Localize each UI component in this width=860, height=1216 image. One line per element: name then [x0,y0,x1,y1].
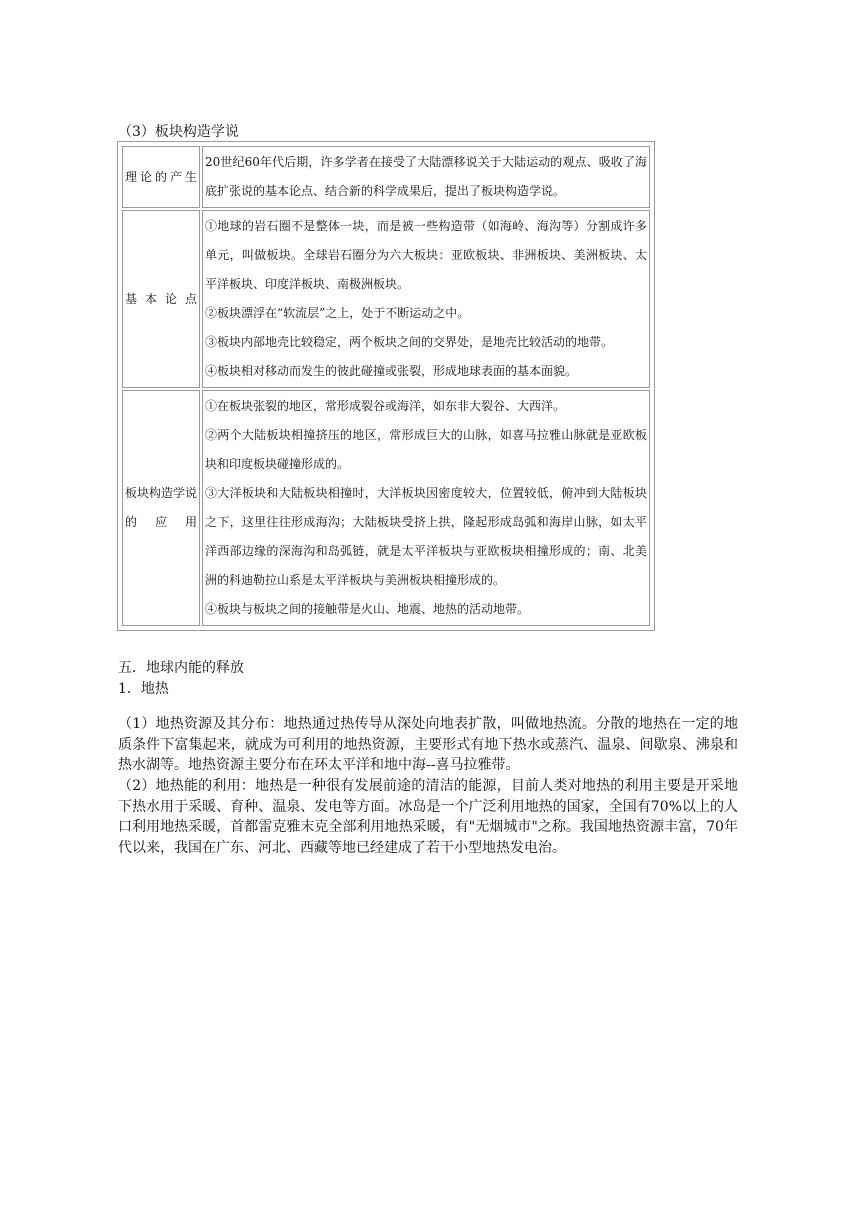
content-paragraph: ①地球的岩石圈不是整体一块，而是被一些构造带（如海岭、海沟等）分割成许多单元，叫做板块。全球岩石圈分为六大板块：亚欧板块、非洲板块、美洲板块、太平洋板块、印度洋板块、南极洲板块。 [205,219,647,291]
section-title: 五．地球内能的释放 [118,660,244,676]
content-paragraph: ①在板块张裂的地区，常形成裂谷或海洋，如东非大裂谷、大西洋。 [205,399,566,413]
plate-tectonics-table [120,144,652,628]
row-content-origin [202,146,650,208]
row-content-application [202,390,650,626]
content-paragraph: ②两个大陆板块相撞挤压的地区，常形成巨大的山脉，如喜马拉雅山脉就是亚欧板块和印度板块碰撞形成的。 [205,428,647,471]
row-content-basic-points [202,210,650,388]
content-paragraph: ②板块漂浮在“软流层”之上，处于不断运动之中。 [205,306,470,320]
content-paragraph: ③板块内部地壳比较稳定，两个板块之间的交界处，是地壳比较活动的地带。 [205,335,614,349]
content-paragraph: 20世纪60年代后期，许多学者在接受了大陆漂移说关于大陆运动的观点、吸收了海底扩张说的基本论点、结合新的科学成果后，提出了板块构造学说。 [205,155,647,198]
row-label-basic-points: 基本论点 [122,210,200,388]
section-subheading: （3）板块构造学说 [118,124,239,140]
content-paragraph: ④板块相对移动而发生的彼此碰撞或张裂，形成地球表面的基本面貌。 [205,364,578,378]
body-paragraph-distribution: （1）地热资源及其分布：地热通过热传导从深处向地表扩散，叫做地热流。分散的地热在一定的地质条件下富集起来，就成为可利用的地热资源，主要形式有地下热水或蒸汽、温泉、间歇泉、沸泉和热水湖等。地热资源主要分布在环太平洋和地中海--喜马拉雅带。 [118,716,738,773]
content-paragraph: ④板块与板块之间的接触带是火山、地震、地热的活动地带。 [205,602,530,616]
row-label-origin: 理论的产生 [122,146,200,208]
row-label-application: 板块构造学说的应用 [122,390,200,626]
table-row-origin [122,146,650,208]
table-row-application [122,390,650,626]
body-paragraph-utilization: （2）地热能的利用：地热是一种很有发展前途的清洁的能源，目前人类对地热的利用主要是开采地下热水用于采暖、育种、温泉、发电等方面。冰岛是一个广泛利用地热的国家，全国有70%以上的人口利用地热采暖，首都雷克雅末克全部利用地热采暖，有"无烟城市"之称。我国地热资源丰富，70年代以来，我国在广东、河北、西藏等地已经建成了若干小型地热发电治。 [118,778,738,856]
content-paragraph: ③大洋板块和大陆板块相撞时，大洋板块因密度较大，位置较低，俯冲到大陆板块之下，这里往往形成海沟；大陆板块受挤上拱，隆起形成岛弧和海岸山脉，如太平洋西部边缘的深海沟和岛弧链，就是太平洋板块与亚欧板块相撞形成的；南、北美洲的科迪勒拉山系是太平洋板块与美洲板块相撞形成的。 [205,486,647,587]
plate-tectonics-table-frame [117,141,655,631]
table-row-basic-points [122,210,650,388]
sub-title: 1．地热 [118,681,169,697]
